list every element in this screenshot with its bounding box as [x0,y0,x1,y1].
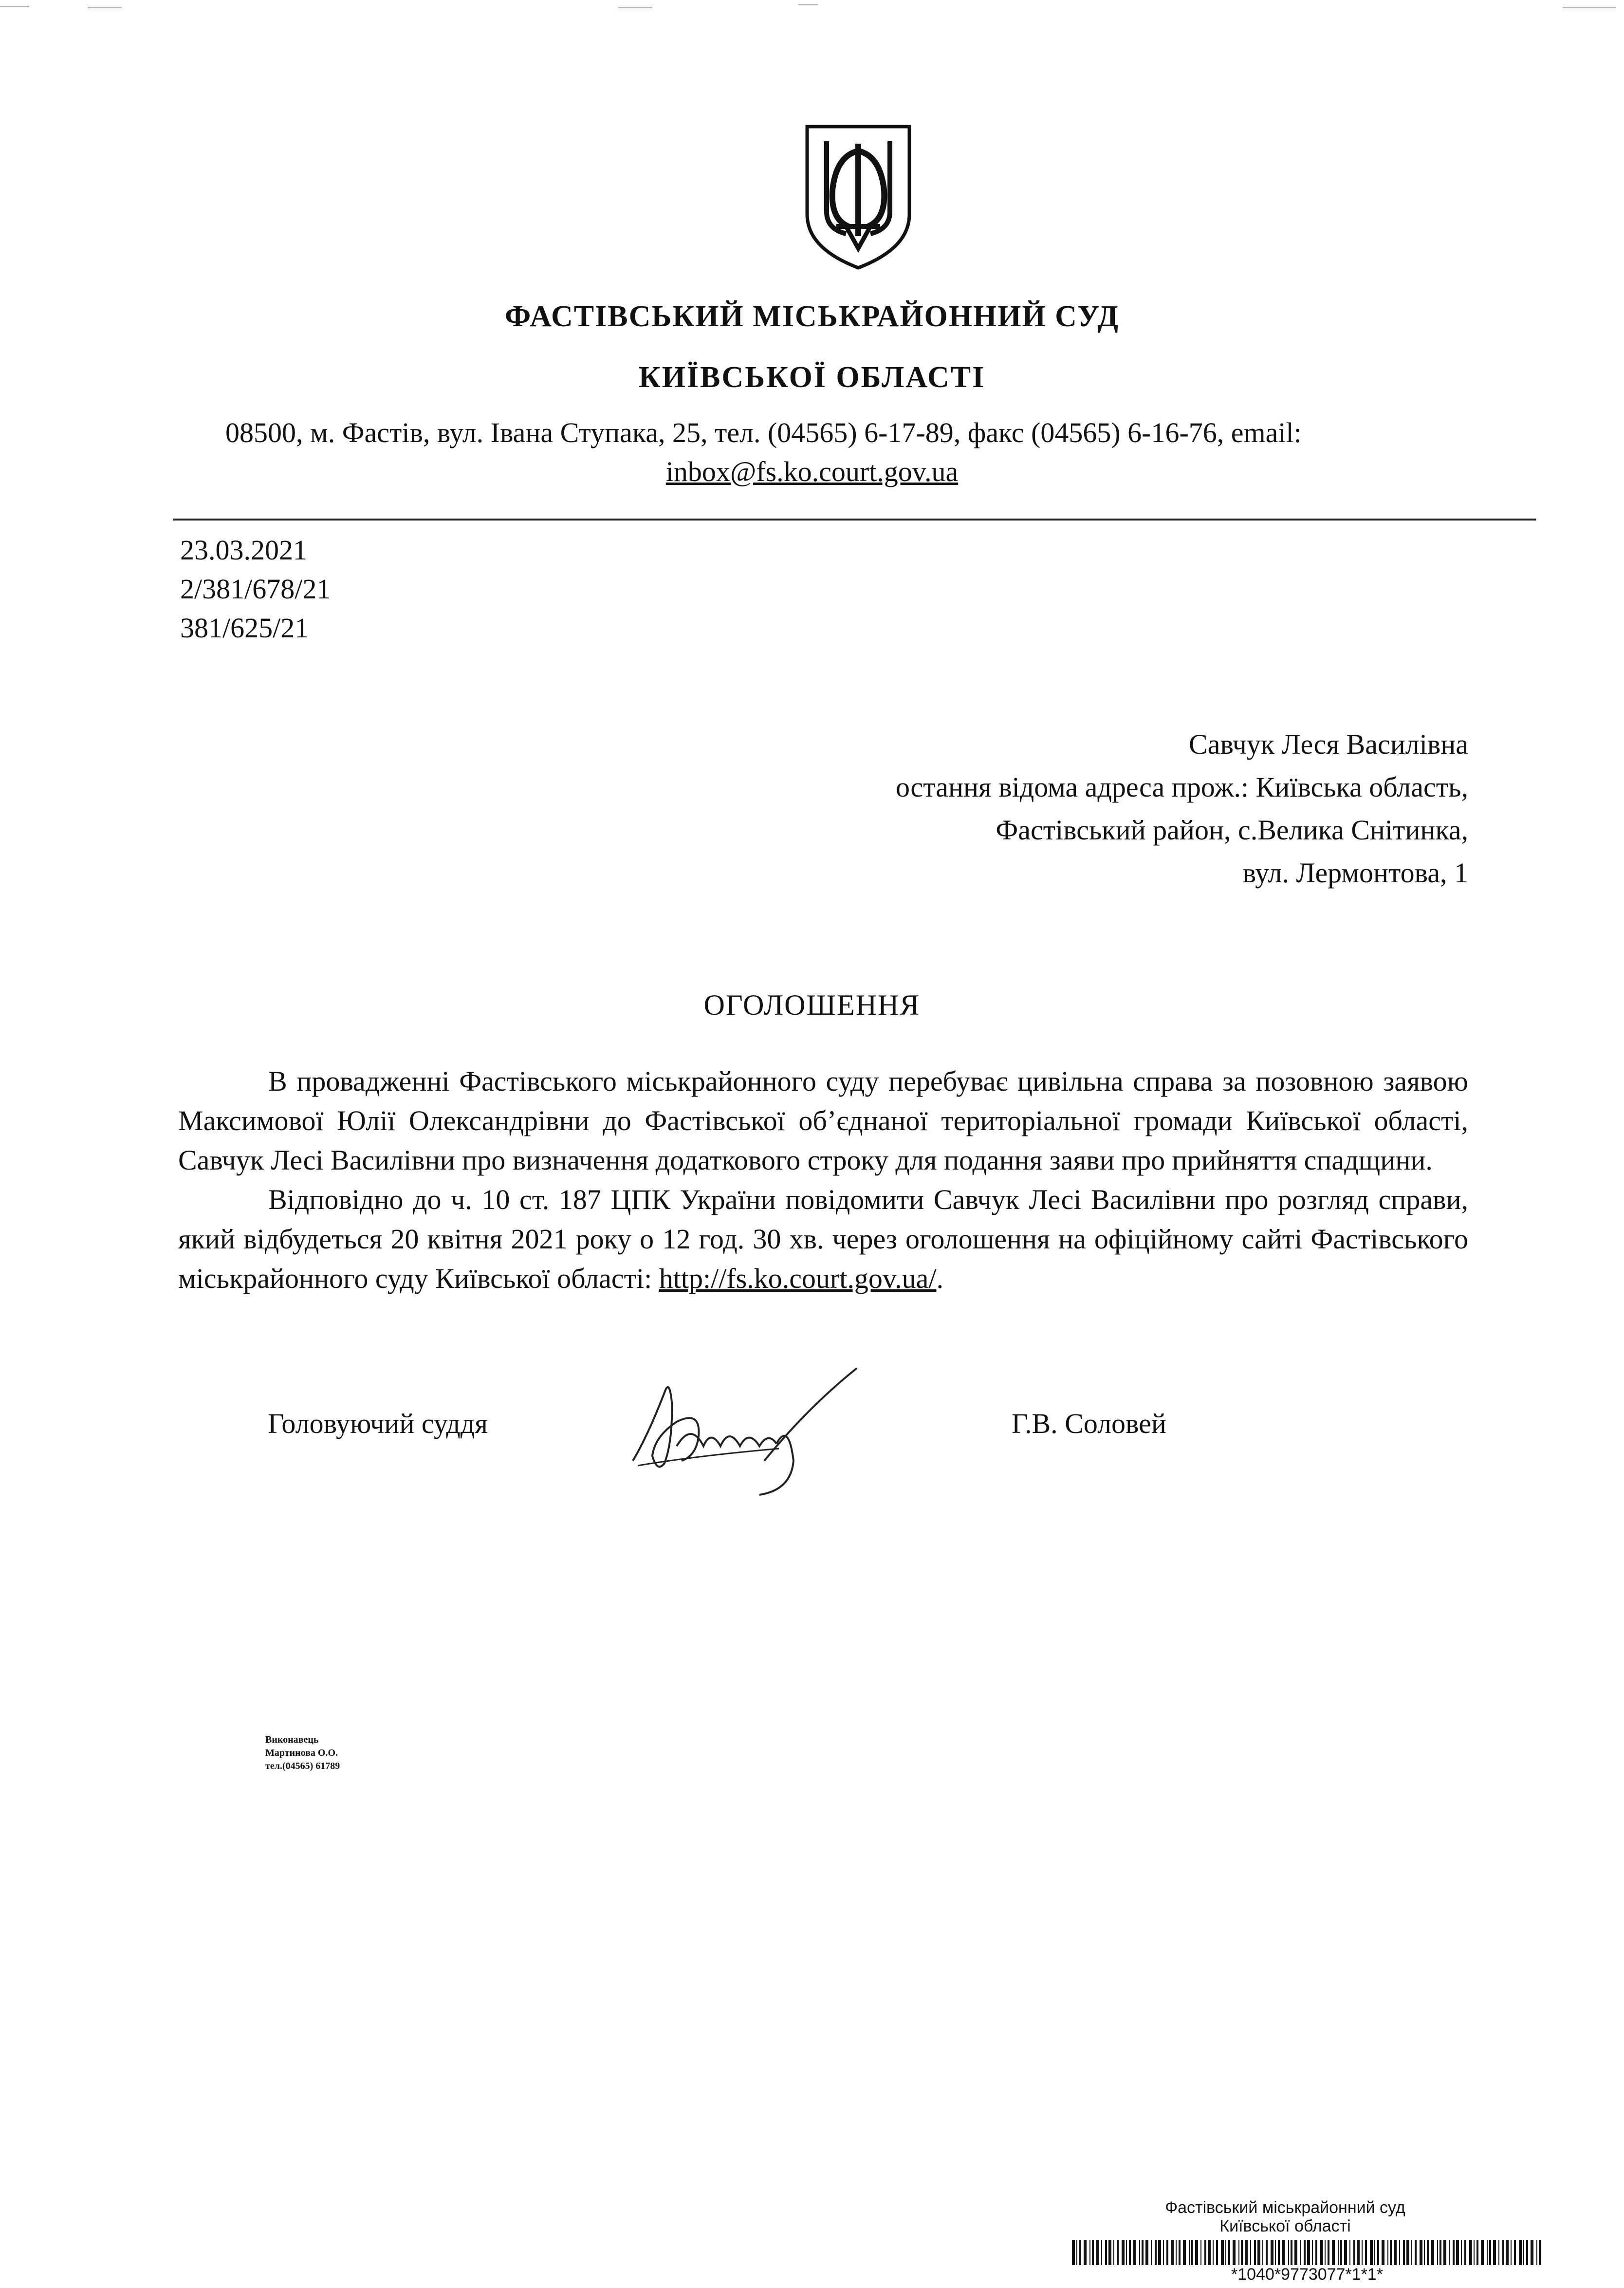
barcode-bar [1072,2240,1075,2265]
scan-speck [0,6,29,7]
barcode-bar [1257,2240,1260,2265]
barcode-bar [1415,2240,1417,2265]
proceeding-number: 381/625/21 [180,612,309,644]
barcode-bar [1113,2240,1114,2265]
barcode-bar [1126,2240,1127,2265]
header-divider [173,519,1536,521]
barcode-bar [1489,2240,1491,2265]
barcode-bar [1374,2240,1375,2265]
court-email-link[interactable]: inbox@fs.ko.court.gov.ua [665,456,959,487]
barcode-bar [1275,2240,1276,2265]
court-website-link[interactable]: http://fs.ko.court.gov.ua/ [659,1263,937,1294]
addressee-address-line: Фастівський район, с.Велика Снітинка, [996,814,1468,846]
barcode-bar [1245,2240,1248,2265]
announcement-paragraph: В провадженні Фастівського міськрайонного суду перебуває цивільна справа за позовною заявою Максимової Юлії Олександрівни до Фастівської об’єднаної територіальної громади Київської області, Савчук Лесі Василівни про визначення додаткового строку для подання заяви про прийняття спадщини. [178,1065,1468,1176]
handwritten-signature [618,1363,871,1505]
barcode-bar [1344,2240,1347,2265]
barcode-bar [1171,2240,1174,2265]
document-meta [180,531,331,648]
barcode-bar [1365,2240,1367,2265]
barcode-bar [1096,2240,1099,2265]
presiding-judge-label: Головуючий суддя [268,1408,488,1439]
barcode-bar [1353,2240,1355,2265]
barcode-bar [1349,2240,1350,2265]
barcode-bar [1213,2240,1214,2265]
barcode-bar [1431,2240,1434,2265]
barcode-bar [1288,2240,1289,2265]
barcode-bar [1228,2240,1230,2265]
court-region-heading: КИЇВСЬКОЇ ОБЛАСТІ [638,361,986,394]
barcode-bar [1456,2240,1459,2265]
court-contacts: 08500, м. Фастів, вул. Івана Ступака, 25, тел. (04565) 6-17-89, факс (04565) 6-16-76, email: [225,417,1302,448]
barcode-bar [1092,2240,1094,2265]
barcode-bar [1523,2240,1524,2265]
barcode-bar [1332,2240,1335,2265]
barcode-bar [1328,2240,1329,2265]
barcode-bar [1511,2240,1512,2265]
barcode-bar [1221,2240,1224,2265]
barcode-bar [1403,2240,1405,2265]
barcode-bar [1498,2240,1499,2265]
barcode-bar [1304,2240,1306,2265]
barcode-bar [1225,2240,1226,2265]
barcode-bar [1502,2240,1504,2265]
scan-speck [1563,7,1616,8]
barcode-bar [1105,2240,1107,2265]
barcode-bar [1238,2240,1239,2265]
scan-speck [618,7,652,8]
barcode-bar [1117,2240,1119,2265]
announcement-body [178,1061,1468,1298]
barcode-bar [1453,2240,1455,2265]
barcode-bar [1474,2240,1475,2265]
judge-name: Г.В. Соловей [1012,1408,1166,1439]
barcode-bar [1294,2240,1297,2265]
addressee-address-line: вул. Лермонтова, 1 [1242,857,1468,889]
barcode-bar [1155,2240,1157,2265]
barcode-bar [1399,2240,1400,2265]
announcement-paragraph-text: Відповідно до ч. 10 ст. 187 ЦПК України повідомити Савчук Лесі Василівни про розгляд справи, який відбудеться 20 квітня 2021 року о 12 год. 30 хв. через оголошення на офіційному сайті Фастівського міськрайонного суду Київської області: [178,1184,1468,1294]
barcode-bar [1176,2240,1177,2265]
barcode-bar [1089,2240,1090,2265]
barcode-bar [1469,2240,1472,2265]
barcode-bar [1406,2240,1409,2265]
barcode-bar [1291,2240,1292,2265]
executor-name: Мартинова О.О. [265,1748,338,1758]
barcode-bar [1129,2240,1131,2265]
barcode-bar [1271,2240,1273,2265]
barcode-bar [1411,2240,1412,2265]
barcode-bar [1278,2240,1280,2265]
case-number: 2/381/678/21 [180,573,331,605]
barcode-bar [1204,2240,1206,2265]
barcode-bar [1390,2240,1392,2265]
barcode-bar [1101,2240,1102,2265]
addressee-address-line: остання відома адреса прож.: Київська область, [895,771,1468,803]
barcode-bar [1266,2240,1268,2265]
barcode-bar [1362,2240,1363,2265]
court-name-heading: ФАСТІВСЬКИЙ МІСЬКРАЙОННИЙ СУД [504,300,1120,333]
stamp-court-name: Фастівський міськрайонний суд [1165,2198,1405,2217]
barcode-bar [1377,2240,1379,2265]
barcode-bar [1307,2240,1310,2265]
barcode-bar [1394,2240,1397,2265]
executor-block [265,1733,340,1773]
barcode-bar [1250,2240,1251,2265]
barcode-bar [1262,2240,1263,2265]
barcode-bar [1139,2240,1140,2265]
barcode-bar [1536,2240,1537,2265]
barcode-bar [1487,2240,1488,2265]
barcode-bar [1084,2240,1087,2265]
barcode-bar [1519,2240,1522,2265]
barcode-bar [1208,2240,1211,2265]
addressee-name: Савчук Леся Василівна [1189,728,1468,760]
scan-speck [88,7,122,8]
barcode-bar [1325,2240,1326,2265]
barcode-bar [1166,2240,1168,2265]
barcode-bar [1300,2240,1301,2265]
barcode-bar [1163,2240,1164,2265]
paragraph-end: . [936,1263,943,1294]
barcode-bar [1108,2240,1111,2265]
barcode-bar [1514,2240,1516,2265]
barcode-bar [1449,2240,1450,2265]
announcement-title: ОГОЛОШЕННЯ [703,989,921,1021]
barcode-bar [1476,2240,1478,2265]
barcode-bar [1122,2240,1125,2265]
barcode-bar [1133,2240,1136,2265]
barcode-bar [1443,2240,1446,2265]
announcement-paragraph [178,1180,1468,1298]
barcode-bar [1145,2240,1148,2265]
barcode-bar [1315,2240,1317,2265]
barcode-bar [1254,2240,1256,2265]
barcode-number: *1040*9773077*1*1* [1231,2265,1383,2284]
barcode-bar [1493,2240,1496,2265]
barcode-bar [1382,2240,1384,2265]
barcode-bar [1183,2240,1186,2265]
barcode-bar [1461,2240,1462,2265]
barcode-bar [1191,2240,1193,2265]
barcode-bar [1481,2240,1484,2265]
barcode-bar [1427,2240,1429,2265]
barcode-bar [1370,2240,1373,2265]
barcode-bar [1387,2240,1388,2265]
barcode-bar [1357,2240,1360,2265]
barcode-bar [1340,2240,1342,2265]
barcode-bar [1439,2240,1441,2265]
barcode-bar [1320,2240,1323,2265]
barcode-bar [1216,2240,1218,2265]
barcode-bar [1158,2240,1161,2265]
addressee-block [896,723,1468,894]
barcode-bar [1079,2240,1081,2265]
barcode-bar [1241,2240,1243,2265]
executor-phone: тел.(04565) 61789 [265,1761,340,1771]
barcode-bar [1195,2240,1198,2265]
executor-label: Виконавець [265,1734,319,1745]
barcode-bar [1200,2240,1201,2265]
coat-of-arms-emblem [802,122,914,273]
barcode-bar [1179,2240,1181,2265]
barcode-bar [1189,2240,1190,2265]
barcode-bar [1437,2240,1438,2265]
barcode-bar [1338,2240,1339,2265]
barcode-bar [1539,2240,1541,2265]
barcode-bar [1312,2240,1313,2265]
scan-speck [798,4,818,5]
barcode-bar [1282,2240,1285,2265]
stamp-court-region: Київської області [1219,2217,1351,2235]
barcode-bar [1531,2240,1533,2265]
barcode-bar [1526,2240,1528,2265]
barcode-bar [1424,2240,1425,2265]
barcode-bar [1420,2240,1422,2265]
barcode-bar [1506,2240,1509,2265]
barcode-bar [1142,2240,1144,2265]
barcode-bar [1076,2240,1077,2265]
document-date: 23.03.2021 [180,534,307,566]
barcode-bar [1464,2240,1466,2265]
barcode-bar [1233,2240,1236,2265]
barcode-bar [1151,2240,1152,2265]
